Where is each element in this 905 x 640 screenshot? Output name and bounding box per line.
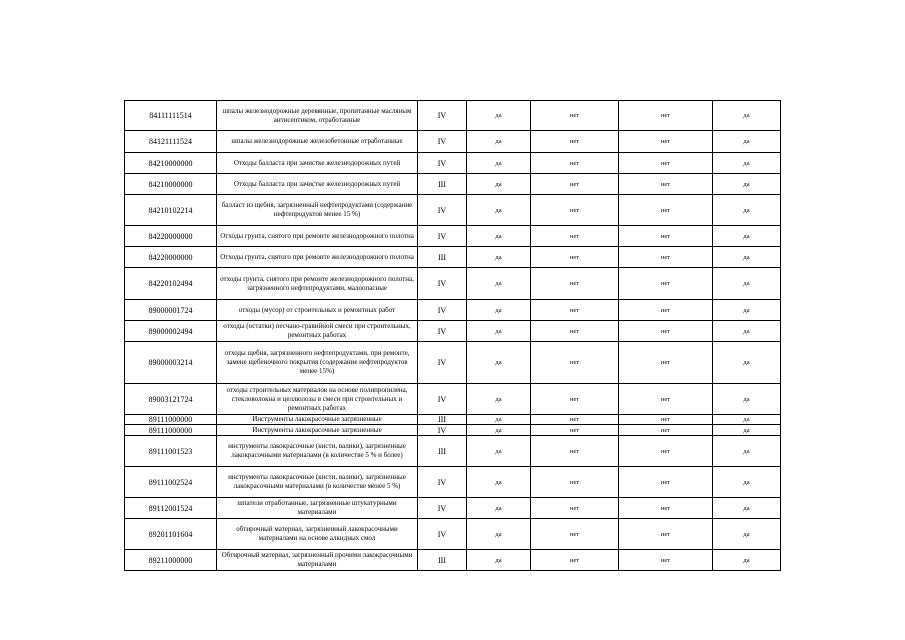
column-4-cell: да <box>467 467 531 498</box>
table-row <box>125 131 781 153</box>
waste-name-cell: шпалы железнодорожные деревянные, пропитанные масляным антисептиком, отработанные <box>217 101 418 131</box>
waste-code-cell: 84210000000 <box>125 153 217 174</box>
waste-code-cell: 84121111524 <box>125 131 217 153</box>
column-5-cell: нет <box>531 425 619 436</box>
hazard-class-cell: IV <box>418 467 467 498</box>
hazard-class-cell: IV <box>418 300 467 321</box>
column-7-cell: да <box>713 498 781 519</box>
waste-code-cell: 89111002524 <box>125 467 217 498</box>
hazard-class-cell: III <box>418 415 467 425</box>
hazard-class-cell: IV <box>418 101 467 131</box>
column-4-cell: да <box>467 131 531 153</box>
waste-name-cell: инструменты лакокрасочные (кисти, валики), загрязненные лакокрасочными материалами (в количестве менее 5 %) <box>217 467 418 498</box>
column-7-cell: да <box>713 153 781 174</box>
waste-name-cell: Обтирочный материал, загрязненный прочими лакокрасочными материалами <box>217 550 418 571</box>
hazard-class-cell: III <box>418 550 467 571</box>
table-row <box>125 519 781 550</box>
column-6-cell: нет <box>619 550 713 571</box>
column-6-cell: нет <box>619 321 713 342</box>
waste-code-cell: 89000003214 <box>125 342 217 384</box>
waste-name-cell: Отходы грунта, снятого при ремонте железнодорожного полотна <box>217 247 418 268</box>
column-7-cell: да <box>713 226 781 247</box>
column-4-cell: да <box>467 195 531 226</box>
hazard-class-cell: IV <box>418 425 467 436</box>
column-4-cell: да <box>467 436 531 467</box>
table-row <box>125 342 781 384</box>
waste-name-cell: шпатели отработанные, загрязненные штукатурными материалами <box>217 498 418 519</box>
column-7-cell: да <box>713 174 781 195</box>
waste-name-cell: инструменты лакокрасочные (кисти, валики), загрязненные лакокрасочными материалами (в количестве 5 % и более) <box>217 436 418 467</box>
column-7-cell: да <box>713 425 781 436</box>
column-6-cell: нет <box>619 519 713 550</box>
waste-code-cell: 89111000000 <box>125 425 217 436</box>
waste-name-cell: отходы щебня, загрязненного нефтепродуктами, при ремонте, замене щебеночного покрытия (содержание нефтепродуктов менее 15%) <box>217 342 418 384</box>
waste-code-cell: 89111001523 <box>125 436 217 467</box>
waste-code-cell: 84210102214 <box>125 195 217 226</box>
column-5-cell: нет <box>531 550 619 571</box>
column-4-cell: да <box>467 519 531 550</box>
column-6-cell: нет <box>619 226 713 247</box>
column-4-cell: да <box>467 342 531 384</box>
column-7-cell: да <box>713 268 781 300</box>
column-6-cell: нет <box>619 131 713 153</box>
column-5-cell: нет <box>531 342 619 384</box>
column-4-cell: да <box>467 247 531 268</box>
column-5-cell: нет <box>531 226 619 247</box>
hazard-class-cell: III <box>418 174 467 195</box>
table-row <box>125 321 781 342</box>
waste-classification-table <box>124 100 781 571</box>
waste-name-cell: отходы грунта, снятого при ремонте железнодорожного полотна, загрязненного нефтепродуктами, малоопасные <box>217 268 418 300</box>
column-6-cell: нет <box>619 342 713 384</box>
column-5-cell: нет <box>531 174 619 195</box>
waste-code-cell: 84210000000 <box>125 174 217 195</box>
table-row <box>125 467 781 498</box>
column-4-cell: да <box>467 174 531 195</box>
column-5-cell: нет <box>531 498 619 519</box>
column-6-cell: нет <box>619 268 713 300</box>
waste-name-cell: шпалы железнодорожные железобетонные отработанные <box>217 131 418 153</box>
column-5-cell: нет <box>531 268 619 300</box>
column-6-cell: нет <box>619 195 713 226</box>
hazard-class-cell: IV <box>418 268 467 300</box>
column-7-cell: да <box>713 101 781 131</box>
column-6-cell: нет <box>619 436 713 467</box>
waste-code-cell: 84220000000 <box>125 226 217 247</box>
column-5-cell: нет <box>531 467 619 498</box>
column-5-cell: нет <box>531 436 619 467</box>
hazard-class-cell: III <box>418 247 467 268</box>
column-4-cell: да <box>467 226 531 247</box>
column-4-cell: да <box>467 550 531 571</box>
column-6-cell: нет <box>619 425 713 436</box>
hazard-class-cell: IV <box>418 195 467 226</box>
waste-name-cell: Отходы грунта, снятого при ремонте железнодорожного полотна <box>217 226 418 247</box>
table-row <box>125 195 781 226</box>
waste-code-cell: 89000001724 <box>125 300 217 321</box>
column-6-cell: нет <box>619 153 713 174</box>
table-row <box>125 247 781 268</box>
column-7-cell: да <box>713 384 781 415</box>
column-7-cell: да <box>713 467 781 498</box>
table-row <box>125 174 781 195</box>
hazard-class-cell: IV <box>418 321 467 342</box>
table-row <box>125 153 781 174</box>
waste-code-cell: 89003121724 <box>125 384 217 415</box>
table-row <box>125 436 781 467</box>
waste-code-cell: 84220000000 <box>125 247 217 268</box>
waste-name-cell: обтирочный материал, загрязненный лакокрасочными материалами на основе алкидных смол <box>217 519 418 550</box>
waste-name-cell: отходы строительных материалов на основе полипропилена, стекловолокна и целлюлозы в смеси при строительных и ремонтных работах <box>217 384 418 415</box>
hazard-class-cell: IV <box>418 153 467 174</box>
column-4-cell: да <box>467 498 531 519</box>
column-7-cell: да <box>713 195 781 226</box>
column-7-cell: да <box>713 247 781 268</box>
table-row <box>125 101 781 131</box>
column-7-cell: да <box>713 436 781 467</box>
column-6-cell: нет <box>619 467 713 498</box>
column-5-cell: нет <box>531 131 619 153</box>
table-row <box>125 425 781 436</box>
column-7-cell: да <box>713 519 781 550</box>
waste-code-cell: 89201101604 <box>125 519 217 550</box>
waste-name-cell: Инструменты лакокрасочные загрязненные <box>217 425 418 436</box>
waste-code-cell: 89211000000 <box>125 550 217 571</box>
hazard-class-cell: IV <box>418 519 467 550</box>
column-7-cell: да <box>713 321 781 342</box>
column-7-cell: да <box>713 131 781 153</box>
column-6-cell: нет <box>619 101 713 131</box>
column-6-cell: нет <box>619 384 713 415</box>
column-4-cell: да <box>467 384 531 415</box>
table-row <box>125 268 781 300</box>
table-row <box>125 384 781 415</box>
table-row <box>125 550 781 571</box>
waste-name-cell: Инструменты лакокрасочные загрязненные <box>217 415 418 425</box>
waste-name-cell: Отходы балласта при зачистке железнодорожных путей <box>217 153 418 174</box>
hazard-class-cell: IV <box>418 384 467 415</box>
waste-code-cell: 84220102494 <box>125 268 217 300</box>
hazard-class-cell: IV <box>418 498 467 519</box>
column-5-cell: нет <box>531 195 619 226</box>
column-6-cell: нет <box>619 174 713 195</box>
column-5-cell: нет <box>531 384 619 415</box>
waste-code-cell: 89000002494 <box>125 321 217 342</box>
column-6-cell: нет <box>619 300 713 321</box>
column-6-cell: нет <box>619 498 713 519</box>
column-4-cell: да <box>467 101 531 131</box>
column-4-cell: да <box>467 425 531 436</box>
waste-code-cell: 89111000000 <box>125 415 217 425</box>
table-row <box>125 415 781 425</box>
column-5-cell: нет <box>531 101 619 131</box>
column-7-cell: да <box>713 342 781 384</box>
waste-name-cell: отходы (мусор) от строительных и ремонтных работ <box>217 300 418 321</box>
waste-name-cell: отходы (остатки) песчано-гравийной смеси при строительных, ремонтных работах <box>217 321 418 342</box>
waste-name-cell: Отходы балласта при зачистке железнодорожных путей <box>217 174 418 195</box>
column-6-cell: нет <box>619 247 713 268</box>
column-4-cell: да <box>467 300 531 321</box>
hazard-class-cell: IV <box>418 226 467 247</box>
column-5-cell: нет <box>531 321 619 342</box>
hazard-class-cell: IV <box>418 131 467 153</box>
column-4-cell: да <box>467 415 531 425</box>
column-4-cell: да <box>467 153 531 174</box>
table-row <box>125 498 781 519</box>
column-5-cell: нет <box>531 153 619 174</box>
hazard-class-cell: IV <box>418 342 467 384</box>
column-5-cell: нет <box>531 415 619 425</box>
column-4-cell: да <box>467 268 531 300</box>
table-row <box>125 226 781 247</box>
hazard-class-cell: III <box>418 436 467 467</box>
waste-code-cell: 89112001524 <box>125 498 217 519</box>
waste-code-cell: 84111111514 <box>125 101 217 131</box>
column-7-cell: да <box>713 415 781 425</box>
column-5-cell: нет <box>531 300 619 321</box>
table-row <box>125 300 781 321</box>
column-5-cell: нет <box>531 519 619 550</box>
column-5-cell: нет <box>531 247 619 268</box>
column-4-cell: да <box>467 321 531 342</box>
column-7-cell: да <box>713 300 781 321</box>
column-7-cell: да <box>713 550 781 571</box>
column-6-cell: нет <box>619 415 713 425</box>
waste-name-cell: балласт из щебня, загрязненный нефтепродуктами (содержание нефтепродуктов менее 15 %) <box>217 195 418 226</box>
